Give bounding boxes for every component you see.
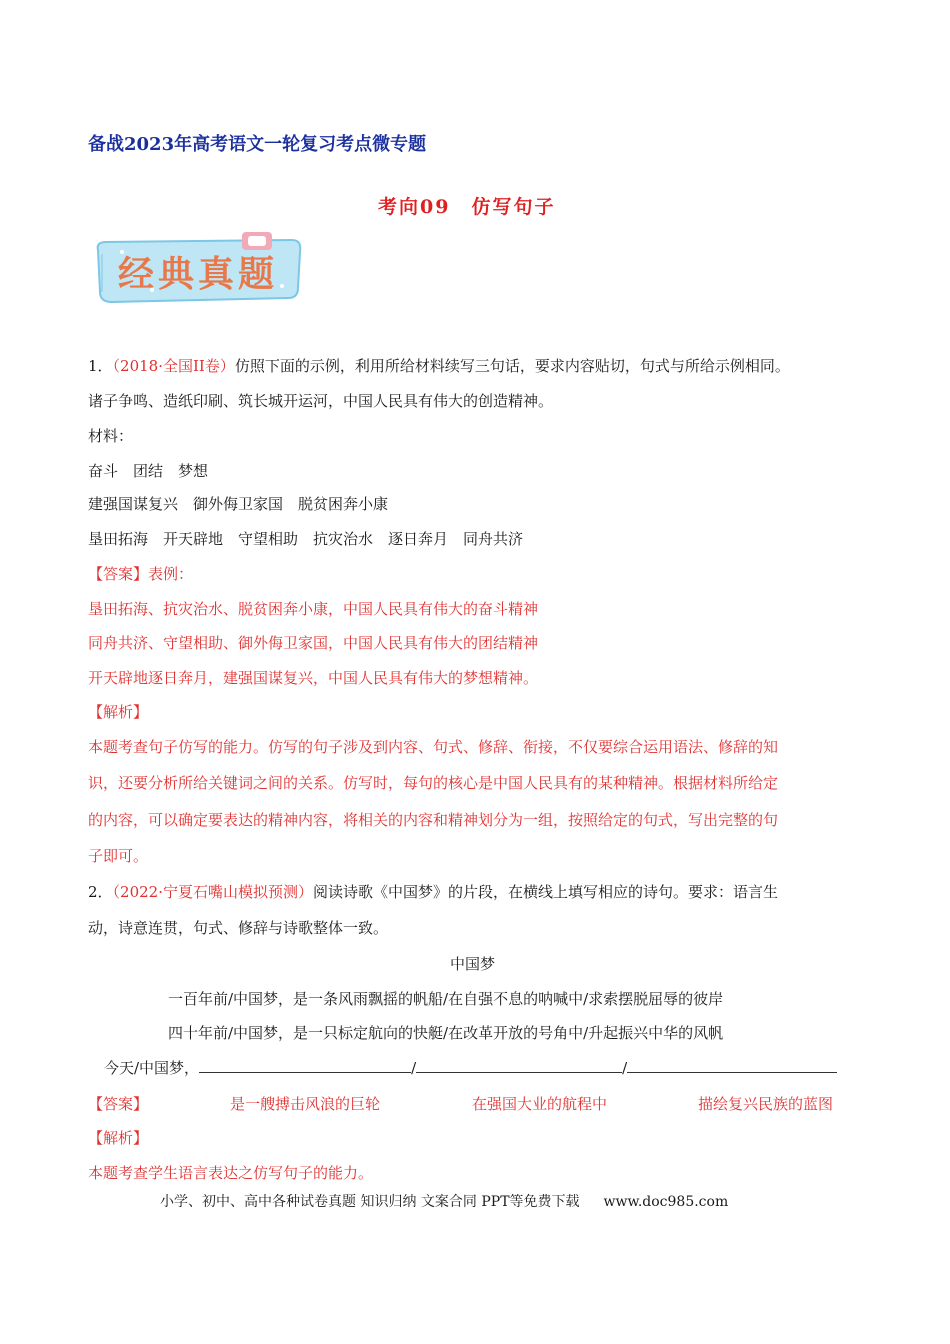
blank-line-lead: 今天/中国梦，: [104, 1059, 200, 1077]
footer: [160, 1192, 728, 1212]
q1-number: 1．: [88, 357, 113, 375]
answer-blank[interactable]: [199, 1058, 411, 1073]
poem-line: 四十年前/中国梦，是一只标定航向的快艇/在改革开放的号角中/升起振兴中华的风帆: [168, 1024, 724, 1042]
series-title: 备战2023年高考语文一轮复习考点微专题: [88, 134, 427, 155]
q2-header: [88, 882, 778, 902]
q1-analysis-line: 的内容，可以确定要表达的精神内容，将相关的内容和精神划分为一组，按照给定的句式，写出完整的句: [88, 811, 779, 829]
answer-blank[interactable]: [627, 1058, 837, 1073]
q1-analysis-line: 识，还要分析所给关键词之间的关系。仿写时，每句的核心是中国人民具有的某种精神。根据材料所给定: [88, 774, 779, 792]
q2-number: 2．: [88, 883, 113, 901]
q1-header: [88, 356, 790, 376]
answer-blank[interactable]: [416, 1058, 622, 1073]
q1-material-label: 材料：: [88, 427, 134, 445]
footer-url[interactable]: www.doc985.com: [603, 1194, 729, 1210]
topic-title: 考向09 仿写句子: [378, 196, 556, 218]
q2-prompt: 阅读诗歌《中国梦》的片段，在横线上填写相应的诗句。要求：语言生: [313, 883, 779, 901]
q2-source: （2022·宁夏石嘴山模拟预测）: [112, 883, 313, 901]
q1-source: （2018·全国II卷）: [112, 357, 235, 375]
poem-title: 中国梦: [450, 955, 496, 973]
q2-analysis-label: 【解析】: [88, 1129, 149, 1147]
q1-answer-line: 开天辟地逐日奔月，建强国谋复兴，中国人民具有伟大的梦想精神。: [88, 669, 539, 687]
q1-material-line: 奋斗 团结 梦想: [88, 462, 209, 480]
q2-answer-label: 【答案】: [88, 1095, 149, 1113]
q2-prompt-continued: 动，诗意连贯，句式、修辞与诗歌整体一致。: [88, 919, 389, 937]
q2-analysis-text: 本题考查学生语言表达之仿写句子的能力。: [88, 1164, 374, 1182]
q1-material-line: 垦田拓海 开天辟地 守望相助 抗灾治水 逐日奔月 同舟共济: [88, 530, 524, 548]
q1-example: 诸子争鸣、造纸印刷、筑长城开运河，中国人民具有伟大的创造精神。: [88, 392, 554, 410]
q1-answer-line: 垦田拓海、抗灾治水、脱贫困奔小康，中国人民具有伟大的奋斗精神: [88, 600, 539, 618]
q1-analysis-line: 本题考查句子仿写的能力。仿写的句子涉及到内容、句式、修辞、衔接，不仅要综合运用语法、修辞的知: [88, 738, 779, 756]
q2-answer: 描绘复兴民族的蓝图: [698, 1095, 834, 1113]
q1-material-line: 建强国谋复兴 御外侮卫家国 脱贫困奔小康: [88, 495, 389, 513]
q2-answer: 在强国大业的航程中: [472, 1095, 608, 1113]
poem-line: 一百年前/中国梦，是一条风雨飘摇的帆船/在自强不息的呐喊中/求索摆脱屈辱的彼岸: [168, 990, 724, 1008]
footer-text: 小学、初中、高中各种试卷真题 知识归纳 文案合同 PPT等免费下载: [160, 1194, 580, 1210]
poem-blank-line: 今天/中国梦， / /: [104, 1058, 837, 1078]
q1-prompt: 仿照下面的示例，利用所给材料续写三句话，要求内容贴切，句式与所给示例相同。: [234, 357, 790, 375]
q2-answer: 是一艘搏击风浪的巨轮: [230, 1095, 381, 1113]
q1-answer-line: 同舟共济、守望相助、御外侮卫家国，中国人民具有伟大的团结精神: [88, 634, 539, 652]
classic-exam-banner: [92, 232, 306, 308]
q1-answer-label: 【答案】表例：: [88, 565, 194, 583]
q1-analysis-label: 【解析】: [88, 703, 149, 721]
q1-analysis-line: 子即可。: [88, 847, 149, 865]
banner-text: 经典真题: [118, 254, 279, 295]
